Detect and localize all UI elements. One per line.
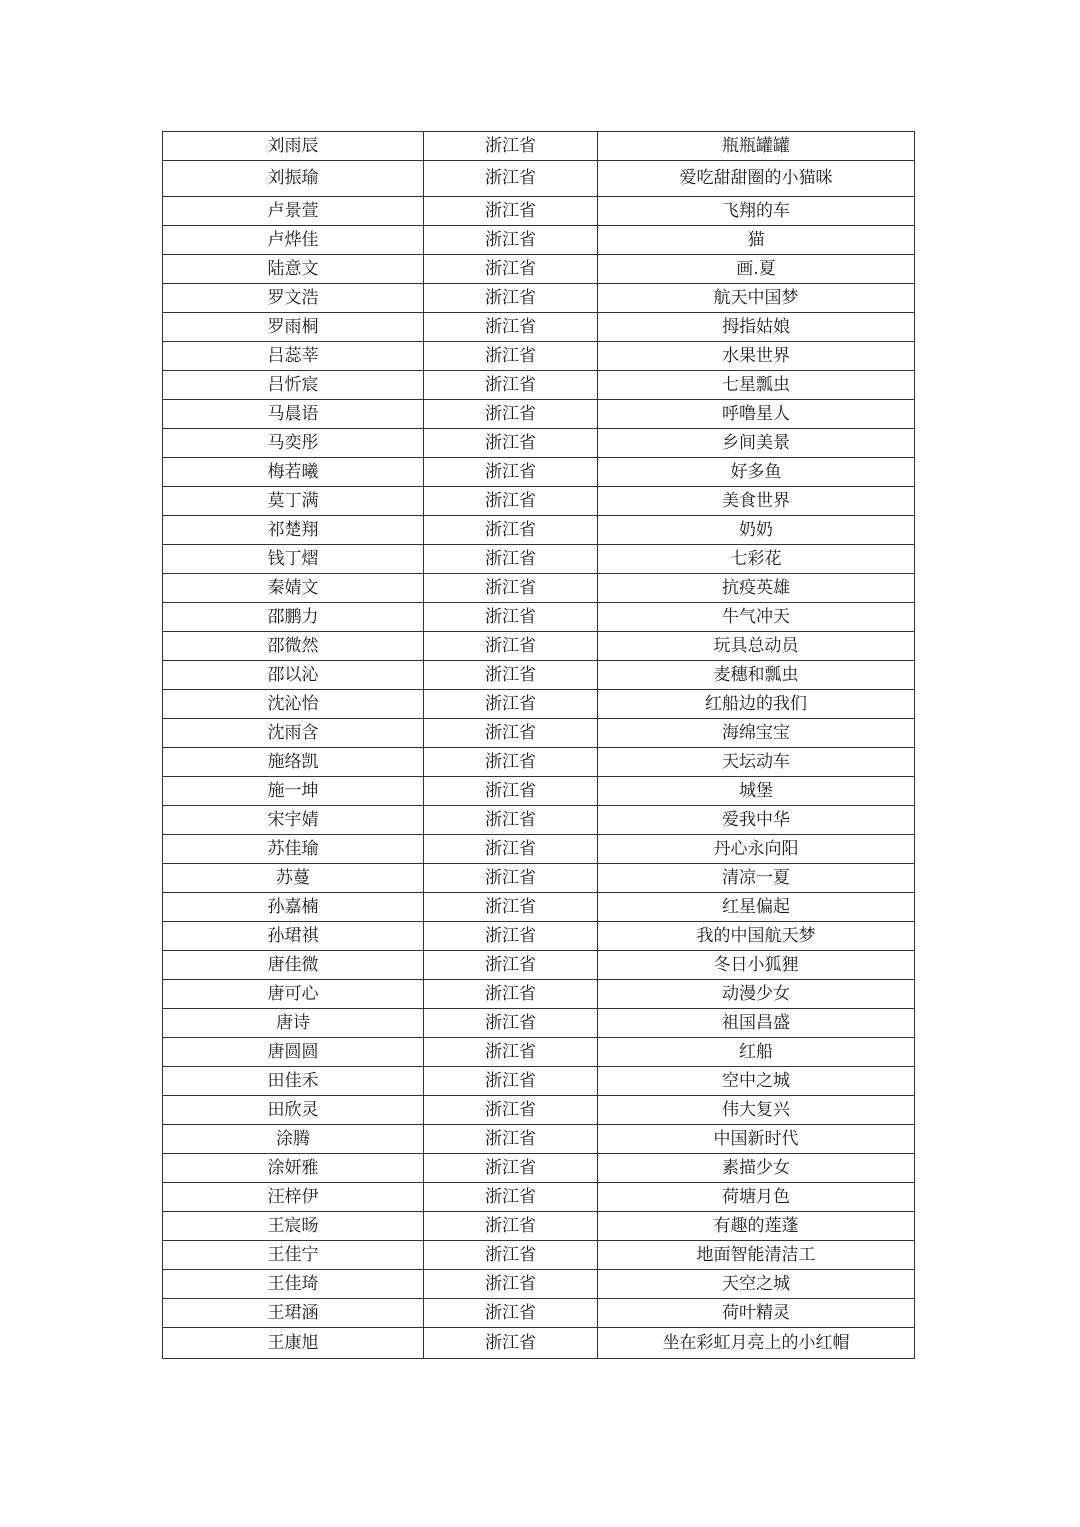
work-title-cell: 抗疫英雄	[598, 574, 915, 603]
work-title-cell: 爱吃甜甜圈的小猫咪	[598, 161, 915, 197]
work-title-cell: 祖国昌盛	[598, 1009, 915, 1038]
name-cell: 马奕彤	[163, 429, 424, 458]
name-cell: 唐圆圆	[163, 1038, 424, 1067]
work-title-cell: 奶奶	[598, 516, 915, 545]
province-cell: 浙江省	[424, 603, 598, 632]
name-cell: 宋宇婧	[163, 806, 424, 835]
province-cell: 浙江省	[424, 777, 598, 806]
table-row	[163, 1038, 915, 1067]
name-cell: 陆意文	[163, 255, 424, 284]
table-row	[163, 371, 915, 400]
name-cell: 孙嘉楠	[163, 893, 424, 922]
table-row	[163, 632, 915, 661]
table-row	[163, 603, 915, 632]
table-row	[163, 1096, 915, 1125]
table-row	[163, 777, 915, 806]
province-cell: 浙江省	[424, 748, 598, 777]
province-cell: 浙江省	[424, 864, 598, 893]
work-title-cell: 素描少女	[598, 1154, 915, 1183]
work-title-cell: 玩具总动员	[598, 632, 915, 661]
table-row	[163, 255, 915, 284]
province-cell: 浙江省	[424, 719, 598, 748]
name-cell: 梅若曦	[163, 458, 424, 487]
province-cell: 浙江省	[424, 661, 598, 690]
name-cell: 罗雨桐	[163, 313, 424, 342]
award-list-table	[162, 131, 915, 1359]
work-title-cell: 动漫少女	[598, 980, 915, 1009]
name-cell: 马晨语	[163, 400, 424, 429]
work-title-cell: 猫	[598, 226, 915, 255]
name-cell: 刘雨辰	[163, 132, 424, 161]
province-cell: 浙江省	[424, 284, 598, 313]
work-title-cell: 天空之城	[598, 1270, 915, 1299]
work-title-cell: 坐在彩虹月亮上的小红帽	[598, 1328, 915, 1359]
province-cell: 浙江省	[424, 574, 598, 603]
work-title-cell: 红船	[598, 1038, 915, 1067]
province-cell: 浙江省	[424, 255, 598, 284]
work-title-cell: 好多鱼	[598, 458, 915, 487]
work-title-cell: 水果世界	[598, 342, 915, 371]
name-cell: 苏佳瑜	[163, 835, 424, 864]
work-title-cell: 呼噜星人	[598, 400, 915, 429]
table-row	[163, 1067, 915, 1096]
work-title-cell: 天坛动车	[598, 748, 915, 777]
table-row	[163, 545, 915, 574]
name-cell: 施络凯	[163, 748, 424, 777]
name-cell: 涂腾	[163, 1125, 424, 1154]
province-cell: 浙江省	[424, 632, 598, 661]
table-row	[163, 458, 915, 487]
table-row	[163, 1212, 915, 1241]
province-cell: 浙江省	[424, 342, 598, 371]
province-cell: 浙江省	[424, 922, 598, 951]
table-row	[163, 400, 915, 429]
name-cell: 沈雨含	[163, 719, 424, 748]
work-title-cell: 七彩花	[598, 545, 915, 574]
work-title-cell: 飞翔的车	[598, 197, 915, 226]
table-row	[163, 719, 915, 748]
name-cell: 邵以沁	[163, 661, 424, 690]
table-row	[163, 226, 915, 255]
work-title-cell: 有趣的莲蓬	[598, 1212, 915, 1241]
province-cell: 浙江省	[424, 1096, 598, 1125]
name-cell: 吕蕊莘	[163, 342, 424, 371]
name-cell: 秦婧文	[163, 574, 424, 603]
work-title-cell: 麦穗和瓢虫	[598, 661, 915, 690]
name-cell: 吕忻宸	[163, 371, 424, 400]
name-cell: 孙珺祺	[163, 922, 424, 951]
province-cell: 浙江省	[424, 1328, 598, 1359]
table-row	[163, 690, 915, 719]
work-title-cell: 牛气冲天	[598, 603, 915, 632]
work-title-cell: 荷塘月色	[598, 1183, 915, 1212]
table-body	[163, 132, 915, 1359]
work-title-cell: 七星瓢虫	[598, 371, 915, 400]
table-row	[163, 1328, 915, 1359]
name-cell: 卢烨佳	[163, 226, 424, 255]
province-cell: 浙江省	[424, 1183, 598, 1212]
province-cell: 浙江省	[424, 835, 598, 864]
work-title-cell: 中国新时代	[598, 1125, 915, 1154]
work-title-cell: 画.夏	[598, 255, 915, 284]
table-row	[163, 161, 915, 197]
name-cell: 钱丁熠	[163, 545, 424, 574]
province-cell: 浙江省	[424, 1067, 598, 1096]
province-cell: 浙江省	[424, 951, 598, 980]
work-title-cell: 拇指姑娘	[598, 313, 915, 342]
work-title-cell: 瓶瓶罐罐	[598, 132, 915, 161]
table-row	[163, 806, 915, 835]
work-title-cell: 荷叶精灵	[598, 1299, 915, 1328]
province-cell: 浙江省	[424, 893, 598, 922]
table-row	[163, 661, 915, 690]
province-cell: 浙江省	[424, 226, 598, 255]
work-title-cell: 丹心永向阳	[598, 835, 915, 864]
table-row	[163, 284, 915, 313]
table-row	[163, 197, 915, 226]
table-row	[163, 893, 915, 922]
province-cell: 浙江省	[424, 429, 598, 458]
table-row	[163, 574, 915, 603]
name-cell: 田欣灵	[163, 1096, 424, 1125]
province-cell: 浙江省	[424, 487, 598, 516]
table-row	[163, 516, 915, 545]
work-title-cell: 乡间美景	[598, 429, 915, 458]
table-row	[163, 342, 915, 371]
name-cell: 王佳宁	[163, 1241, 424, 1270]
name-cell: 王康旭	[163, 1328, 424, 1359]
work-title-cell: 红星偏起	[598, 893, 915, 922]
name-cell: 王佳琦	[163, 1270, 424, 1299]
name-cell: 刘振瑜	[163, 161, 424, 197]
name-cell: 莫丁满	[163, 487, 424, 516]
table-row	[163, 1241, 915, 1270]
name-cell: 苏蔓	[163, 864, 424, 893]
work-title-cell: 红船边的我们	[598, 690, 915, 719]
province-cell: 浙江省	[424, 1270, 598, 1299]
name-cell: 邵微然	[163, 632, 424, 661]
province-cell: 浙江省	[424, 1038, 598, 1067]
name-cell: 王珺涵	[163, 1299, 424, 1328]
name-cell: 唐佳微	[163, 951, 424, 980]
province-cell: 浙江省	[424, 690, 598, 719]
province-cell: 浙江省	[424, 132, 598, 161]
work-title-cell: 伟大复兴	[598, 1096, 915, 1125]
province-cell: 浙江省	[424, 313, 598, 342]
work-title-cell: 美食世界	[598, 487, 915, 516]
name-cell: 沈沁怡	[163, 690, 424, 719]
table-row	[163, 429, 915, 458]
name-cell: 卢景萱	[163, 197, 424, 226]
table-row	[163, 922, 915, 951]
province-cell: 浙江省	[424, 1154, 598, 1183]
name-cell: 罗文浩	[163, 284, 424, 313]
table-row	[163, 748, 915, 777]
table-row	[163, 1154, 915, 1183]
work-title-cell: 爱我中华	[598, 806, 915, 835]
work-title-cell: 清凉一夏	[598, 864, 915, 893]
work-title-cell: 地面智能清洁工	[598, 1241, 915, 1270]
name-cell: 汪梓伊	[163, 1183, 424, 1212]
province-cell: 浙江省	[424, 1299, 598, 1328]
table-row	[163, 313, 915, 342]
table-row	[163, 132, 915, 161]
province-cell: 浙江省	[424, 806, 598, 835]
province-cell: 浙江省	[424, 161, 598, 197]
province-cell: 浙江省	[424, 458, 598, 487]
table-row	[163, 835, 915, 864]
province-cell: 浙江省	[424, 1009, 598, 1038]
table-row	[163, 1299, 915, 1328]
table-row	[163, 1009, 915, 1038]
work-title-cell: 空中之城	[598, 1067, 915, 1096]
province-cell: 浙江省	[424, 1241, 598, 1270]
province-cell: 浙江省	[424, 1212, 598, 1241]
table-row	[163, 864, 915, 893]
name-cell: 邵鹏力	[163, 603, 424, 632]
work-title-cell: 航天中国梦	[598, 284, 915, 313]
table-row	[163, 1270, 915, 1299]
table-row	[163, 980, 915, 1009]
province-cell: 浙江省	[424, 371, 598, 400]
province-cell: 浙江省	[424, 980, 598, 1009]
work-title-cell: 城堡	[598, 777, 915, 806]
province-cell: 浙江省	[424, 545, 598, 574]
table-row	[163, 1183, 915, 1212]
province-cell: 浙江省	[424, 197, 598, 226]
table-row	[163, 1125, 915, 1154]
name-cell: 祁楚翔	[163, 516, 424, 545]
name-cell: 涂妍雅	[163, 1154, 424, 1183]
name-cell: 施一坤	[163, 777, 424, 806]
work-title-cell: 冬日小狐狸	[598, 951, 915, 980]
work-title-cell: 海绵宝宝	[598, 719, 915, 748]
province-cell: 浙江省	[424, 1125, 598, 1154]
province-cell: 浙江省	[424, 516, 598, 545]
work-title-cell: 我的中国航天梦	[598, 922, 915, 951]
name-cell: 唐可心	[163, 980, 424, 1009]
table-row	[163, 951, 915, 980]
table-row	[163, 487, 915, 516]
name-cell: 唐诗	[163, 1009, 424, 1038]
name-cell: 王宸旸	[163, 1212, 424, 1241]
name-cell: 田佳禾	[163, 1067, 424, 1096]
province-cell: 浙江省	[424, 400, 598, 429]
